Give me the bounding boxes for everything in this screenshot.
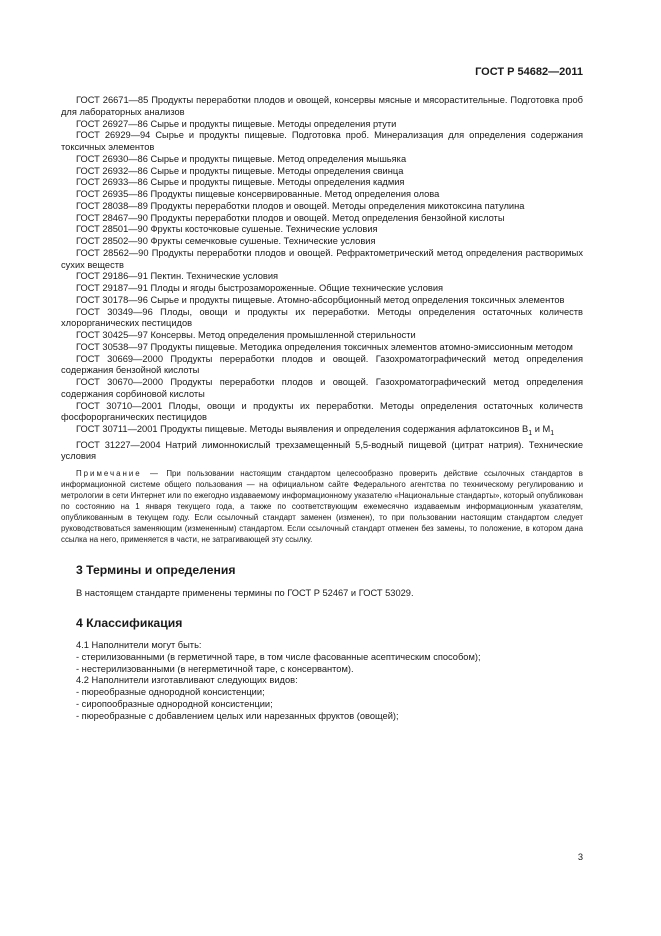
section-4-title: 4 Классификация bbox=[76, 616, 183, 631]
reference-item: ГОСТ 28562—90 Продукты переработки плодов и овощей. Рефрактометрический метод определения растворимых сухих веществ bbox=[61, 247, 583, 270]
section-3-text: В настоящем стандарте применены термины по ГОСТ Р 52467 и ГОСТ 53029. bbox=[76, 588, 414, 599]
note-text: При пользовании настоящим стандартом целесообразно проверить действие ссылочных стандартов в информационной системе общего пользования — на официальном сайте Федерального агентства по техническому регулированию и метрологии в сети Интернет или по ежегодно издаваемому информационному указателю «Национальные стандарты», который опубликован по состоянию на 1 января текущего года, а также по соответствующим ежемесячно издаваемым информационным указателям, опубликованным в текущем году. Если ссылочный стандарт заменен (изменен), то при пользовании настоящим стандартом следует руководствоваться заменяющим (измененным) стандартом. Если ссылочный стандарт отменен без замены, то положение, в котором дана ссылка на него, применяется в части, не затрагивающей эту ссылку. bbox=[61, 469, 583, 544]
reference-item: ГОСТ 30425—97 Консервы. Метод определения промышленной стерильности bbox=[76, 330, 416, 340]
reference-text: и M bbox=[532, 424, 551, 434]
reference-item: ГОСТ 31227—2004 Натрий лимоннокислый трехзамещенный 5,5-водный пищевой (цитрат натрия). Технические условия bbox=[61, 439, 583, 462]
reference-item: ГОСТ 28501—90 Фрукты косточковые сушеные. Технические условия bbox=[76, 224, 378, 235]
reference-item: ГОСТ 29187—91 Плоды и ягоды быстрозамороженные. Общие технические условия bbox=[76, 283, 444, 293]
list-item: - сиропообразные однородной консистенции; bbox=[76, 698, 273, 709]
document-body bbox=[61, 95, 583, 722]
reference-item: ГОСТ 26930—86 Сырье и продукты пищевые. Метод определения мышьяка bbox=[76, 153, 407, 164]
reference-item: ГОСТ 26927—86 Сырье и продукты пищевые. Методы определения ртути bbox=[76, 118, 397, 129]
note-label: Примечание — bbox=[76, 469, 160, 479]
section-4-content bbox=[61, 640, 583, 722]
reference-item: ГОСТ 28467—90 Продукты переработки плодов и овощей. Метод определения бензойной кислоты bbox=[76, 212, 505, 223]
list-item: - пюреобразные однородной консистенции; bbox=[76, 687, 265, 698]
clause-line: 4.1 Наполнители могут быть: bbox=[76, 640, 202, 651]
normative-references-list bbox=[61, 95, 583, 463]
reference-item: ГОСТ 30669—2000 Продукты переработки плодов и овощей. Газохроматографический метод определения содержания бензойной кислоты bbox=[61, 353, 583, 376]
reference-item: ГОСТ 30538—97 Продукты пищевые. Методика определения токсичных элементов атомно-эмиссионным методом bbox=[76, 341, 573, 352]
page-number: 3 bbox=[577, 852, 583, 862]
reference-item: ГОСТ 26933—86 Сырье и продукты пищевые. Методы определения кадмия bbox=[76, 177, 405, 188]
reference-item: ГОСТ 26929—94 Сырье и продукты пищевые. Подготовка проб. Минерализация для определения содержания токсичных элементов bbox=[61, 130, 583, 152]
reference-item: ГОСТ 26935—86 Продукты пищевые консервированные. Метод определения олова bbox=[76, 189, 440, 199]
reference-item: ГОСТ 26932—86 Сырье и продукты пищевые. Методы определения свинца bbox=[76, 165, 404, 176]
reference-item-aflatoxin bbox=[61, 424, 583, 440]
reference-item: ГОСТ 30670—2000 Продукты переработки плодов и овощей. Газохроматографический метод определения содержания сорбиновой кислоты bbox=[61, 377, 583, 399]
reference-item: ГОСТ 30349—96 Плоды, овощи и продукты их переработки. Методы определения остаточных количеств хлорорганических пестицидов bbox=[61, 306, 583, 329]
document-header: ГОСТ Р 54682—2011 bbox=[475, 66, 583, 78]
reference-item: ГОСТ 29186—91 Пектин. Технические условия bbox=[76, 271, 279, 282]
list-item: - пюреобразные с добавлением целых или нарезанных фруктов (овощей); bbox=[76, 710, 399, 721]
reference-item: ГОСТ 30178—96 Сырье и продукты пищевые. Атомно-абсорбционный метод определения токсичных элементов bbox=[76, 294, 565, 305]
clause-line: 4.2 Наполнители изготавливают следующих видов: bbox=[76, 675, 298, 686]
subscript: 1 bbox=[550, 429, 555, 437]
list-item: - стерилизованными (в герметичной таре, в том числе фасованные асептическим способом); bbox=[76, 651, 481, 662]
reference-item: ГОСТ 28502—90 Фрукты семечковые сушеные. Технические условия bbox=[76, 236, 376, 246]
reference-item: ГОСТ 28038—89 Продукты переработки плодов и овощей. Методы определения микотоксина патулина bbox=[76, 200, 525, 211]
reference-text: ГОСТ 30711—2001 Продукты пищевые. Методы выявления и определения содержания афлатоксинов B bbox=[76, 424, 529, 434]
subscript: 1 bbox=[528, 429, 533, 437]
reference-item: ГОСТ 30710—2001 Плоды, овощи и продукты их переработки. Методы определения остаточных количеств фосфорорганических пестицидов bbox=[61, 400, 583, 423]
list-item: - нестерилизованными (в негерметичной таре, с консервантом). bbox=[76, 663, 354, 674]
section-3-title: 3 Термины и определения bbox=[76, 563, 236, 578]
note-paragraph bbox=[61, 469, 583, 545]
reference-item: ГОСТ 26671—85 Продукты переработки плодов и овощей, консервы мясные и мясорастительные. Подготовка проб для лабораторных анализов bbox=[61, 95, 583, 117]
